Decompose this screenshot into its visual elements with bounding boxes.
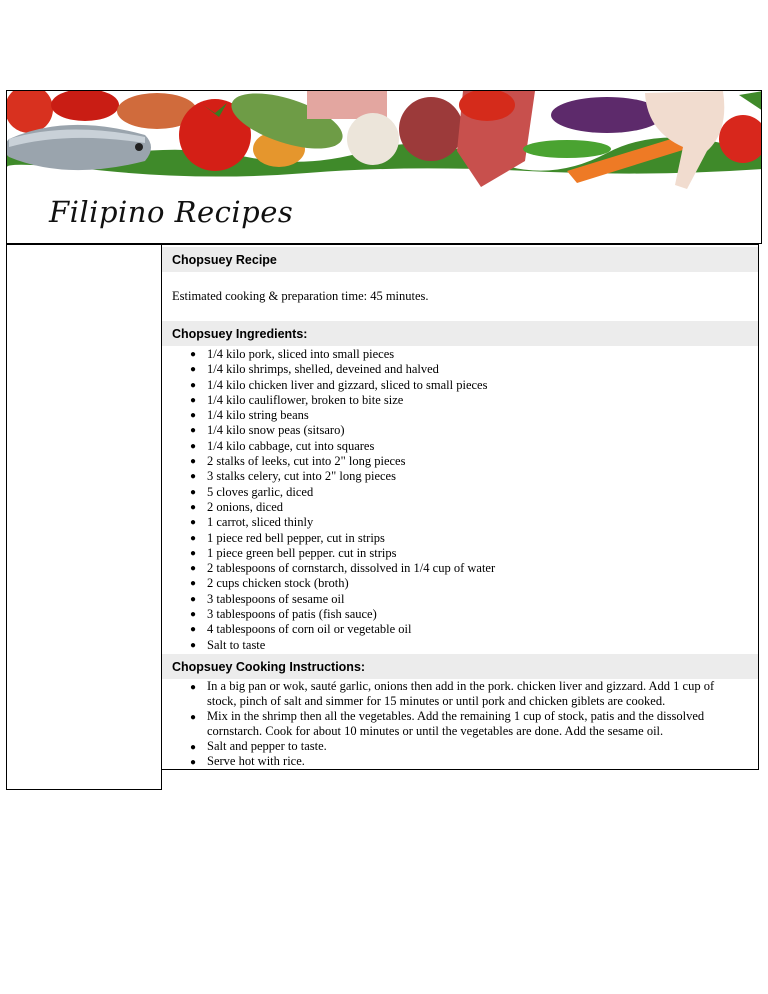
list-item: ● 1 carrot, sliced thinly: [190, 515, 314, 530]
bullet-icon: ●: [190, 440, 197, 452]
bullet-icon: ●: [190, 349, 197, 360]
list-item: ● 2 onions, diced: [190, 499, 284, 514]
list-item: ● Salt to taste: [190, 637, 266, 652]
ingredients-heading: Chopsuey Ingredients:: [162, 321, 758, 346]
ingredients-list: [190, 347, 750, 653]
list-item: ● Mix in the shrimp then all the vegetables. Add the remaining 1 cup of stock, patis and the dissolved cornstarch. Cook for about 10 minutes or until the vegetables are done. Add the sesame oil.: [190, 709, 705, 738]
bullet-icon: ●: [190, 547, 197, 559]
bullet-icon: ●: [190, 624, 197, 636]
list-item: ● 2 tablespoons of cornstarch, dissolved in 1/4 cup of water: [190, 561, 496, 576]
recipe-title: Chopsuey Recipe: [162, 247, 758, 272]
bullet-icon: ●: [190, 532, 197, 544]
list-item: ● 1/4 kilo string beans: [190, 408, 309, 423]
instructions-heading: Chopsuey Cooking Instructions:: [162, 654, 758, 679]
list-item: ● 1/4 kilo shrimps, shelled, deveined and halved: [190, 362, 439, 377]
list-item: ● In a big pan or wok, sauté garlic, onions then add in the pork. chicken liver and gizzard. Add 1 cup of stock, pinch of salt and simmer for 15 minutes or until pork and chicken giblets are cooked.: [190, 679, 715, 708]
bullet-icon: ●: [190, 379, 197, 391]
list-item: ● 1/4 kilo pork, sliced into small pieces: [190, 347, 395, 361]
bullet-icon: ●: [190, 394, 197, 406]
bullet-icon: ●: [190, 563, 197, 575]
sidebar: [6, 244, 162, 790]
recipe-content: [162, 244, 759, 770]
list-item: ● 3 tablespoons of sesame oil: [190, 591, 345, 606]
list-item: ● 3 tablespoons of patis (fish sauce): [190, 607, 377, 622]
bullet-icon: ●: [190, 456, 197, 468]
list-item: ● 1/4 kilo cauliflower, broken to bite size: [190, 392, 404, 407]
list-item: ● Salt and pepper to taste.: [190, 739, 327, 753]
cooking-time: Estimated cooking & preparation time: 45 minutes.: [172, 289, 429, 303]
list-item: ● 1 piece green bell pepper. cut in strips: [190, 545, 397, 560]
list-item: ● 5 cloves garlic, diced: [190, 484, 314, 499]
list-item: ● 2 cups chicken stock (broth): [190, 576, 349, 591]
bullet-icon: ●: [190, 682, 197, 693]
bullet-icon: ●: [190, 501, 197, 513]
bullet-icon: ●: [190, 757, 197, 768]
instructions-list: [190, 679, 730, 769]
list-item: ● 1 piece red bell pepper, cut in strips: [190, 530, 385, 545]
vegetable-banner-image: [7, 91, 762, 191]
list-item: ● 4 tablespoons of corn oil or vegetable oil: [190, 622, 412, 637]
bullet-icon: ●: [190, 517, 197, 529]
list-item: ● Serve hot with rice.: [190, 754, 305, 768]
list-item: ● 1/4 kilo snow peas (sitsaro): [190, 423, 345, 438]
bullet-icon: ●: [190, 471, 197, 483]
site-title: Filipino Recipes: [49, 195, 294, 229]
bullet-icon: ●: [190, 578, 197, 590]
site-header: [6, 90, 762, 244]
bullet-icon: ●: [190, 425, 197, 437]
bullet-icon: ●: [190, 742, 197, 753]
bullet-icon: ●: [190, 364, 197, 376]
bullet-icon: ●: [190, 410, 197, 422]
bullet-icon: ●: [190, 609, 197, 621]
bullet-icon: ●: [190, 593, 197, 605]
bullet-icon: ●: [190, 486, 197, 498]
list-item: ● 3 stalks celery, cut into 2" long pieces: [190, 469, 396, 484]
bullet-icon: ●: [190, 712, 197, 723]
list-item: ● 1/4 kilo chicken liver and gizzard, sliced to small pieces: [190, 377, 488, 392]
list-item: ● 2 stalks of leeks, cut into 2" long pieces: [190, 454, 406, 469]
list-item: ● 1/4 kilo cabbage, cut into squares: [190, 438, 375, 453]
bullet-icon: ●: [190, 639, 197, 651]
